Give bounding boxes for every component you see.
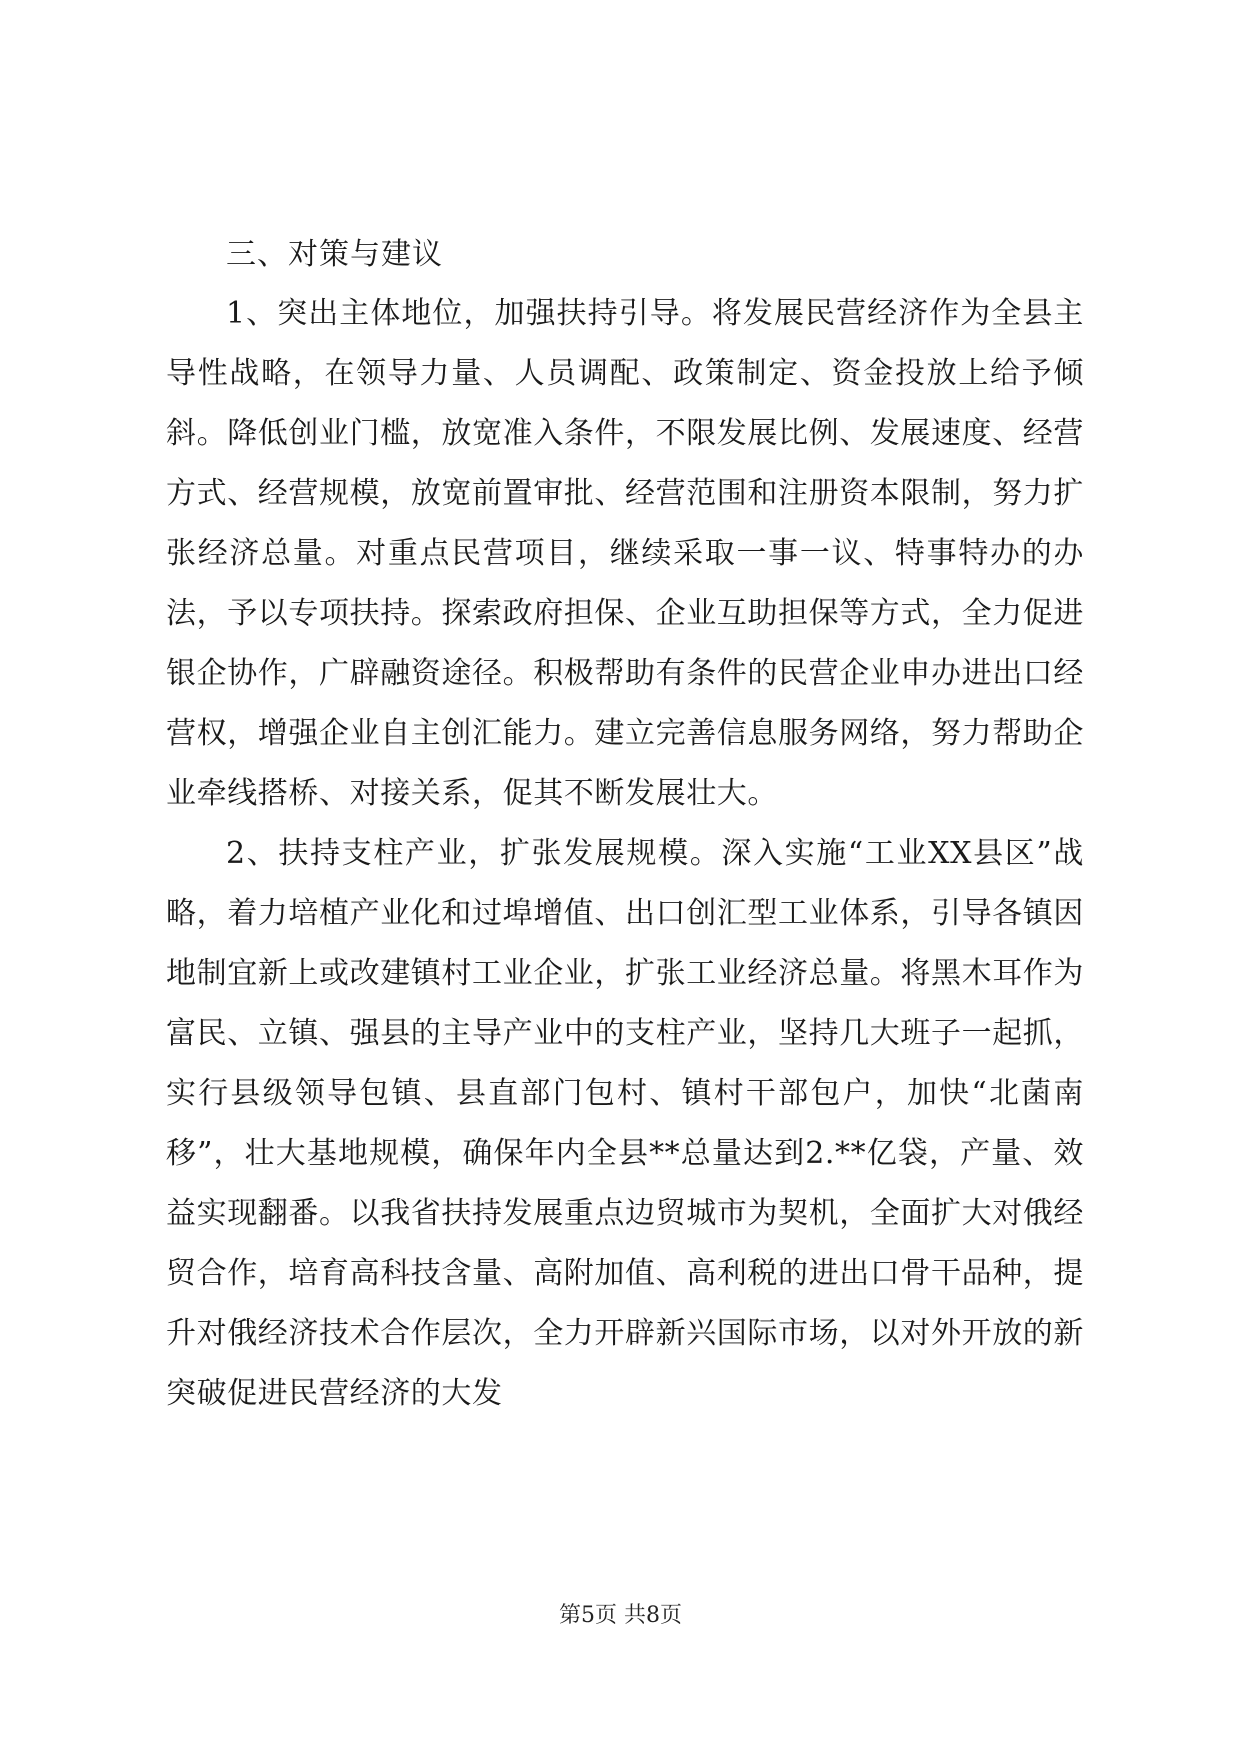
paragraph-2: 2、扶持支柱产业，扩张发展规模。深入实施“工业XX县区”战略，着力培植产业化和过埠增值、出口创汇型工业体系，引导各镇因地制宜新上或改建镇村工业企业，扩张工业经济总量。将黑木耳作为富民、立镇、强县的主导产业中的支柱产业，坚持几大班子一起抓，实行县级领导包镇、县直部门包村、镇村干部包户，加快“北菌南移”，壮大基地规模，确保年内全县**总量达到2.**亿袋，产量、效益实现翻番。以我省扶持发展重点边贸城市为契机，全面扩大对俄经贸合作，培育高科技含量、高附加值、高利税的进出口骨干品种，提升对俄经济技术合作层次，全力开辟新兴国际市场，以对外开放的新突破促进民营经济的大发: [166, 836, 1084, 1411]
paragraph-1: 1、突出主体地位，加强扶持引导。将发展民营经济作为全县主导性战略，在领导力量、人员调配、政策制定、资金投放上给予倾斜。降低创业门槛，放宽准入条件，不限发展比例、发展速度、经营方式、经营规模，放宽前置审批、经营范围和注册资本限制，努力扩张经济总量。对重点民营项目，继续采取一事一议、特事特办的办法，予以专项扶持。探索政府担保、企业互助担保等方式，全力促进银企协作，广辟融资途径。积极帮助有条件的民营企业申办进出口经营权，增强企业自主创汇能力。建立完善信息服务网络，努力帮助企业牵线搭桥、对接关系，促其不断发展壮大。: [166, 296, 1084, 811]
section-heading: 三、对策与建议: [226, 237, 443, 272]
document-body: [166, 226, 1084, 1424]
page-footer: 第5页 共8页: [559, 1603, 682, 1628]
